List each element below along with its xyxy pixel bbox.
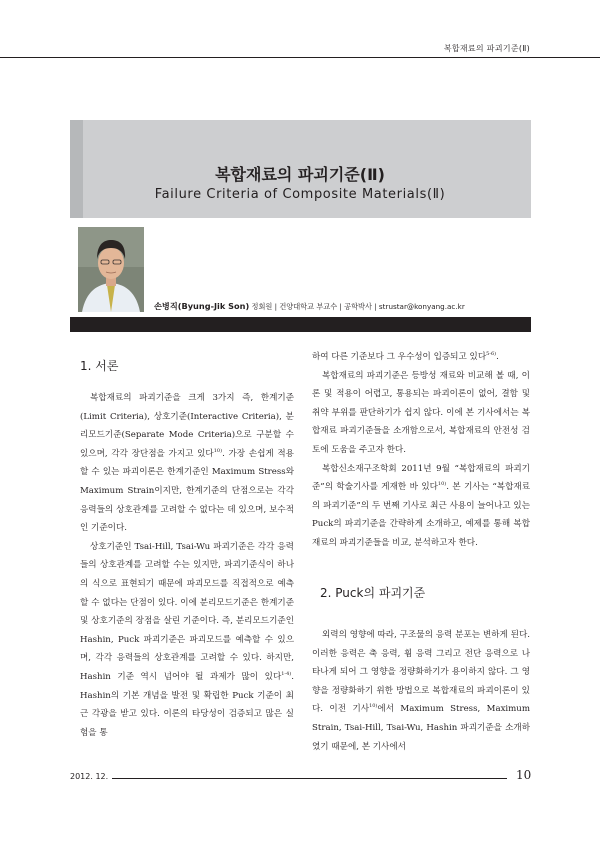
running-header: 복합재료의 파괴기준(Ⅱ) xyxy=(443,44,530,53)
footer-rule xyxy=(112,778,507,779)
paragraph xyxy=(312,348,530,367)
text-run: 외력의 영향에 따라, 구조물의 응력 분포는 변하게 된다. 이러한 응력은 축 응력, 휨 응력 그리고 전단 응력으로 나타나게 되어 그 영향을 정량화하기가 용이하지 않다. 그 영향을 정량화하기 위한 방법으로 복합재료의 파괴이론이 있다. 이전 기사 xyxy=(312,630,530,715)
text-run: 에서 Maximum Stress, Maximum Strain, Tsai-Hill, Tsai-Wu, Hashin 파괴기준을 소개하였기 때문에, 본 기사에서 xyxy=(312,704,530,752)
reference-superscript: 5-6) xyxy=(486,351,497,358)
text-run: . 본 기사는 “복합재료의 파괴기준”의 두 번째 기사로 최근 사용이 늘어나고 있는 Puck의 파괴기준을 간략하게 소개하고, 예제를 통해 복합재료의 파괴기준들을 비교, 분석하고자 한다. xyxy=(312,482,530,548)
footer-date: 2012. 12. xyxy=(70,772,109,781)
text-run: . Hashin의 기본 개념을 발전 및 확립한 Puck 기준이 최근 각광을 받고 있다. 이론의 타당성이 검증되고 많은 실험을 통 xyxy=(80,671,294,738)
paragraph xyxy=(312,460,530,553)
paragraph xyxy=(80,538,294,743)
article-title-english: Failure Criteria of Composite Materials(Ⅱ) xyxy=(154,187,446,202)
text-run: 상호기준인 Tsai-Hill, Tsai-Wu 파괴기준은 각각 응력들의 상호관계를 고려할 수는 있지만, 파괴기준식이 하나의 식으로 표현되기 때문에 파괴모드를 직접적으로 예측할 수 없다는 단점이 있다. 이에 분리모드기준은 한계기준 및 상호기준의 장점을 살린 기준이다. 즉, 분리모드기준인 Hashin, Puck 파괴기준은 파괴모드를 예측할 수 있으며, 각각 응력들의 상호관계를 고려할 수 있다. 하지만, Hashin 기준 역시 넘어야 될 과제가 많이 있다 xyxy=(80,541,294,682)
title-bottom-bar xyxy=(70,317,531,332)
text-run: . xyxy=(496,352,499,362)
paragraph xyxy=(80,389,294,538)
author-details: 정회원 | 건양대학교 부교수 | 공학박사 | strustar@konyang.ac.kr xyxy=(251,302,465,311)
reference-superscript: 10) xyxy=(369,703,378,710)
text-run: 복합신소재구조학회 2011년 9월 “복합재료의 파괴기준”의 학술기사를 게재한 바 있다 xyxy=(312,463,530,493)
text-run: 복합재료의 파괴기준을 크게 3가지 즉, 한계기준(Limit Criteria), 상호기준(Interactive Criteria), 분리모드기준(Separate Mode Criteria)으로 구분할 수 있으며, 각각 장단점을 가지고 있다 xyxy=(80,393,294,459)
paragraph: 복합재료의 파괴기준은 등방성 재료와 비교해 볼 때, 이론 및 적용이 어렵고, 통용되는 파괴이론이 없어, 결함 및 취약 부위를 판단하기가 쉽지 않다. 이에 본 기사에서는 복합재료 파괴기준들을 소개함으로서, 복합재료의 안전성 검토에 도움을 주고자 한다. xyxy=(312,370,530,455)
section-heading-puck: 2. Puck의 파괴기준 xyxy=(320,586,426,600)
right-column-continued xyxy=(312,626,530,756)
text-run: 하여 다른 기준보다 그 우수성이 입증되고 있다 xyxy=(312,352,487,362)
author-name: 손병직(Byung-Jik Son) xyxy=(154,301,250,311)
author-portrait-illustration xyxy=(78,227,144,312)
text-run: . 가장 손쉽게 적용할 수 있는 파괴이론은 한계기준인 Maximum Stress와 Maximum Strain이지만, 한계기준의 단점으로는 각각 응력들의 상호관계를 고려할 수 없다는 데 있으며, 보수적인 기준이다. xyxy=(80,448,294,534)
author-info xyxy=(154,301,465,312)
header-rule xyxy=(0,57,600,58)
paragraph xyxy=(312,626,530,756)
reference-superscript: 10) xyxy=(437,481,447,488)
article-title-korean: 복합재료의 파괴기준(Ⅱ) xyxy=(215,165,385,184)
author-photo xyxy=(78,227,144,312)
page-number: 10 xyxy=(516,768,532,782)
reference-superscript: 10) xyxy=(213,447,223,454)
section-heading-intro: 1. 서론 xyxy=(80,359,119,373)
reference-superscript: 1-4) xyxy=(281,671,292,678)
left-column xyxy=(80,389,294,742)
right-column xyxy=(312,348,530,553)
